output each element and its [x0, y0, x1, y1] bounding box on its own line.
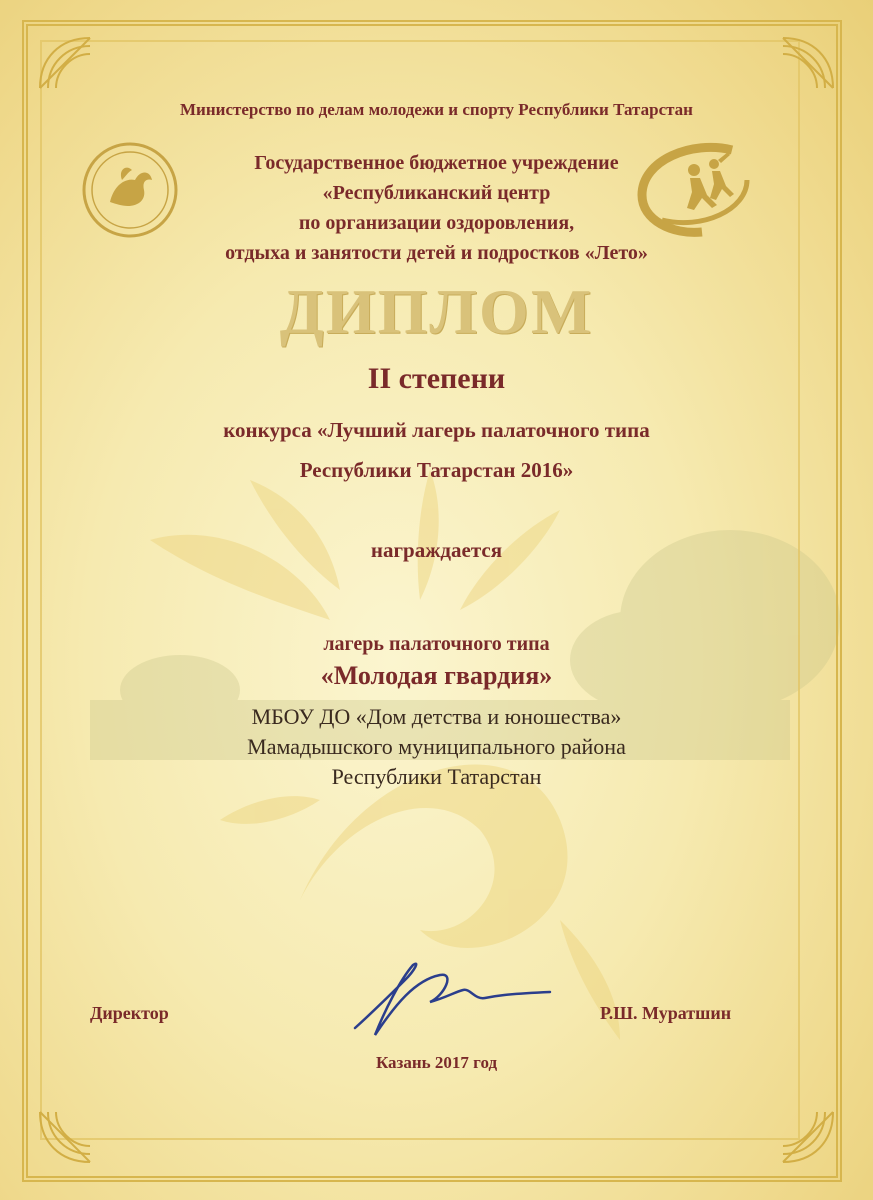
recipient-name: «Молодая гвардия» — [320, 661, 553, 690]
director-signature — [345, 950, 565, 1050]
corner-shell-ornament-icon — [30, 28, 110, 108]
corner-shell-ornament-icon — [763, 1092, 843, 1172]
diploma-degree: II степени — [367, 362, 506, 395]
organization-line: отдыха и занятости детей и подростков «Лето» — [225, 242, 648, 264]
institution-line: МБОУ ДО «Дом детства и юношества» — [251, 704, 622, 729]
signer-name: Р.Ш. Муратшин — [600, 1003, 732, 1023]
institution-line: Республики Татарстан — [331, 764, 542, 789]
corner-shell-ornament-icon — [763, 28, 843, 108]
contest-name-line1: конкурса «Лучший лагерь палаточного типа — [223, 418, 650, 442]
recipient-institution — [0, 702, 873, 792]
organization-line: «Республиканский центр — [322, 182, 551, 204]
place-and-year: Казань 2017 год — [375, 1053, 498, 1072]
organization-line: по организации оздоровления, — [298, 212, 575, 234]
organization-name — [0, 148, 873, 268]
awarded-label: награждается — [370, 538, 503, 562]
institution-line: Мамадышского муниципального района — [247, 734, 626, 759]
corner-shell-ornament-icon — [30, 1092, 110, 1172]
ministry-name: Министерство по делам молодежи и спорту Республики Татарстан — [180, 100, 693, 119]
contest-name-line2: Республики Татарстан 2016» — [299, 458, 574, 482]
diploma-title: ДИПЛОМ — [279, 276, 594, 347]
director-label: Директор — [90, 1003, 169, 1023]
organization-line: Государственное бюджетное учреждение — [254, 152, 619, 174]
recipient-type: лагерь палаточного типа — [323, 633, 550, 655]
